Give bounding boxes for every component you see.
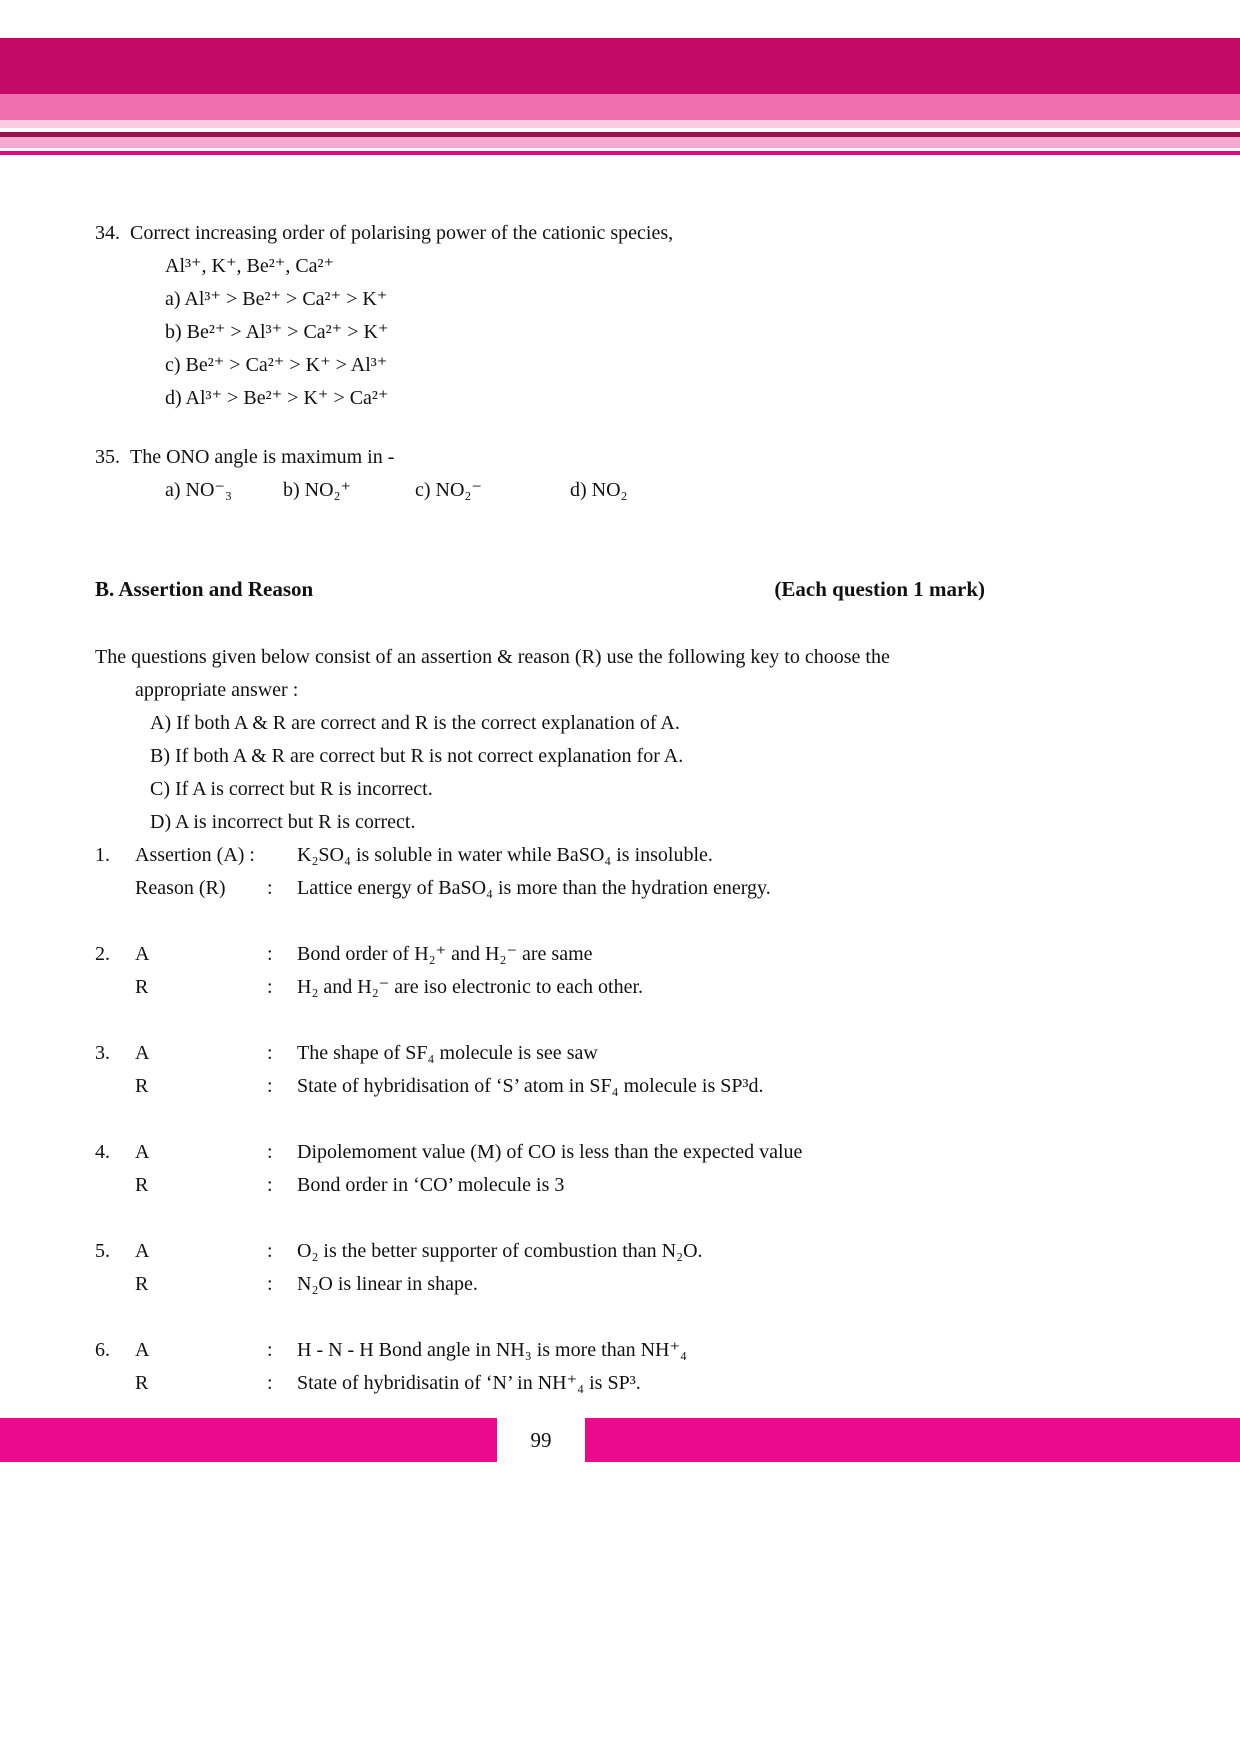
assertion-row: [95, 839, 985, 872]
colon: :: [267, 943, 273, 965]
reason-text: Lattice energy of BaSO₄ is more than the hydration energy.: [297, 877, 771, 899]
question-34-stem: [95, 217, 985, 250]
assertion-label: A: [135, 1042, 150, 1064]
question-35-stem: [95, 441, 985, 474]
assertion-item-6: [95, 1334, 985, 1400]
key-a: A) If both A & R are correct and R is the correct explanation of A.: [150, 712, 680, 734]
question-35-option-d: d) NO₂: [570, 479, 628, 501]
colon: :: [267, 976, 273, 998]
header-band-pale: [0, 120, 1240, 128]
item-number-spacer: [95, 872, 135, 905]
question-34-species: Al³⁺, K⁺, Be²⁺, Ca²⁺: [165, 255, 335, 277]
item-number: 5.: [95, 1240, 110, 1262]
reason-text: State of hybridisatin of ‘N’ in NH⁺₄ is SP³.: [297, 1372, 641, 1394]
reason-label: R: [135, 1372, 149, 1394]
page-number: 99: [497, 1418, 585, 1462]
assertion-label: A: [135, 1141, 150, 1163]
reason-text: State of hybridisation of ‘S’ atom in SF₄ molecule is SP³d.: [297, 1075, 764, 1097]
reason-row: [95, 872, 985, 905]
reason-text: Bond order in ‘CO’ molecule is 3: [297, 1174, 565, 1196]
footer-bar-right: [585, 1418, 1240, 1462]
assertion-label: A: [135, 943, 150, 965]
question-34-option-b: b) Be²⁺ > Al³⁺ > Ca²⁺ > K⁺: [165, 321, 389, 343]
assertion-row: [95, 938, 985, 971]
assertion-row: [95, 1037, 985, 1070]
header-band-light: [0, 137, 1240, 148]
question-35-text: The ONO angle is maximum in -: [130, 446, 395, 468]
colon: :: [267, 1372, 273, 1394]
colon: :: [267, 1273, 273, 1295]
assertion-reason-list: [95, 839, 985, 1400]
item-number-spacer: [95, 1268, 135, 1301]
answer-keys: [95, 707, 985, 839]
colon: [267, 839, 297, 872]
item-number: 2.: [95, 943, 110, 965]
assertion-text: Dipolemoment value (M) of CO is less than the expected value: [297, 1141, 803, 1163]
intro-line-2: appropriate answer :: [135, 679, 299, 701]
assertion-row: [95, 1136, 985, 1169]
assertion-item-4: [95, 1136, 985, 1202]
reason-text: N₂O is linear in shape.: [297, 1273, 478, 1295]
assertion-text: The shape of SF₄ molecule is see saw: [297, 1042, 598, 1064]
reason-row: [95, 1268, 985, 1301]
assertion-label: A: [135, 1339, 150, 1361]
header-band-dark: [0, 38, 1240, 94]
assertion-label: A: [135, 1240, 150, 1262]
section-b-heading: [95, 573, 985, 606]
question-34-option-c: c) Be²⁺ > Ca²⁺ > K⁺ > Al³⁺: [165, 354, 388, 376]
page-footer: [0, 1418, 1240, 1462]
assertion-item-3: [95, 1037, 985, 1103]
colon: :: [267, 1042, 273, 1064]
reason-label: R: [135, 1174, 149, 1196]
section-b-marks: (Each question 1 mark): [774, 577, 985, 601]
item-number: 6.: [95, 1339, 110, 1361]
question-35-options: [95, 474, 985, 507]
question-34-option-a: a) Al³⁺ > Be²⁺ > Ca²⁺ > K⁺: [165, 288, 388, 310]
question-35-number: 35.: [95, 446, 120, 468]
question-34-option-d: d) Al³⁺ > Be²⁺ > K⁺ > Ca²⁺: [165, 387, 389, 409]
colon: :: [267, 1141, 273, 1163]
header-band-medium: [0, 94, 1240, 120]
colon: :: [267, 1075, 273, 1097]
assertion-label: Assertion (A) :: [135, 844, 255, 866]
assertion-text: K₂SO₄ is soluble in water while BaSO₄ is insoluble.: [297, 844, 713, 866]
assertion-row: [95, 1235, 985, 1268]
reason-label: Reason (R): [135, 877, 226, 899]
reason-row: [95, 1367, 985, 1400]
item-number: 3.: [95, 1042, 110, 1064]
assertion-text: O₂ is the better supporter of combustion than N₂O.: [297, 1240, 703, 1262]
assertion-text: Bond order of H₂⁺ and H₂⁻ are same: [297, 943, 593, 965]
question-34: [95, 217, 985, 415]
item-number-spacer: [95, 1169, 135, 1202]
section-b-title: B. Assertion and Reason: [95, 577, 314, 601]
assertion-item-1: [95, 839, 985, 905]
reason-label: R: [135, 1075, 149, 1097]
question-35-option-a: a) NO⁻₃: [165, 479, 232, 501]
question-34-text: Correct increasing order of polarising power of the cationic species,: [130, 222, 674, 244]
item-number-spacer: [95, 1367, 135, 1400]
assertion-text: H - N - H Bond angle in NH₃ is more than NH⁺₄: [297, 1339, 687, 1361]
reason-label: R: [135, 1273, 149, 1295]
section-b-intro: [95, 641, 985, 707]
question-35: [95, 441, 985, 507]
key-c: C) If A is correct but R is incorrect.: [150, 778, 433, 800]
reason-row: [95, 1169, 985, 1202]
item-number: 1.: [95, 844, 110, 866]
item-number-spacer: [95, 1070, 135, 1103]
reason-row: [95, 971, 985, 1004]
colon: :: [267, 1174, 273, 1196]
question-35-option-c: c) NO₂⁻: [415, 479, 482, 501]
intro-line-1: The questions given below consist of an assertion & reason (R) use the following key to choose the: [95, 646, 890, 668]
colon: :: [267, 1339, 273, 1361]
colon: :: [267, 1240, 273, 1262]
colon: :: [267, 877, 273, 899]
reason-row: [95, 1070, 985, 1103]
item-number-spacer: [95, 971, 135, 1004]
assertion-item-5: [95, 1235, 985, 1301]
page-content: [0, 155, 1240, 1400]
assertion-item-2: [95, 938, 985, 1004]
question-35-option-b: b) NO₂⁺: [283, 479, 352, 501]
key-d: D) A is incorrect but R is correct.: [150, 811, 416, 833]
question-34-number: 34.: [95, 222, 120, 244]
item-number: 4.: [95, 1141, 110, 1163]
key-b: B) If both A & R are correct but R is not correct explanation for A.: [150, 745, 684, 767]
reason-label: R: [135, 976, 149, 998]
assertion-row: [95, 1334, 985, 1367]
page-header-decoration: [0, 0, 1240, 155]
reason-text: H₂ and H₂⁻ are iso electronic to each other.: [297, 976, 644, 998]
footer-bar-left: [0, 1418, 497, 1462]
